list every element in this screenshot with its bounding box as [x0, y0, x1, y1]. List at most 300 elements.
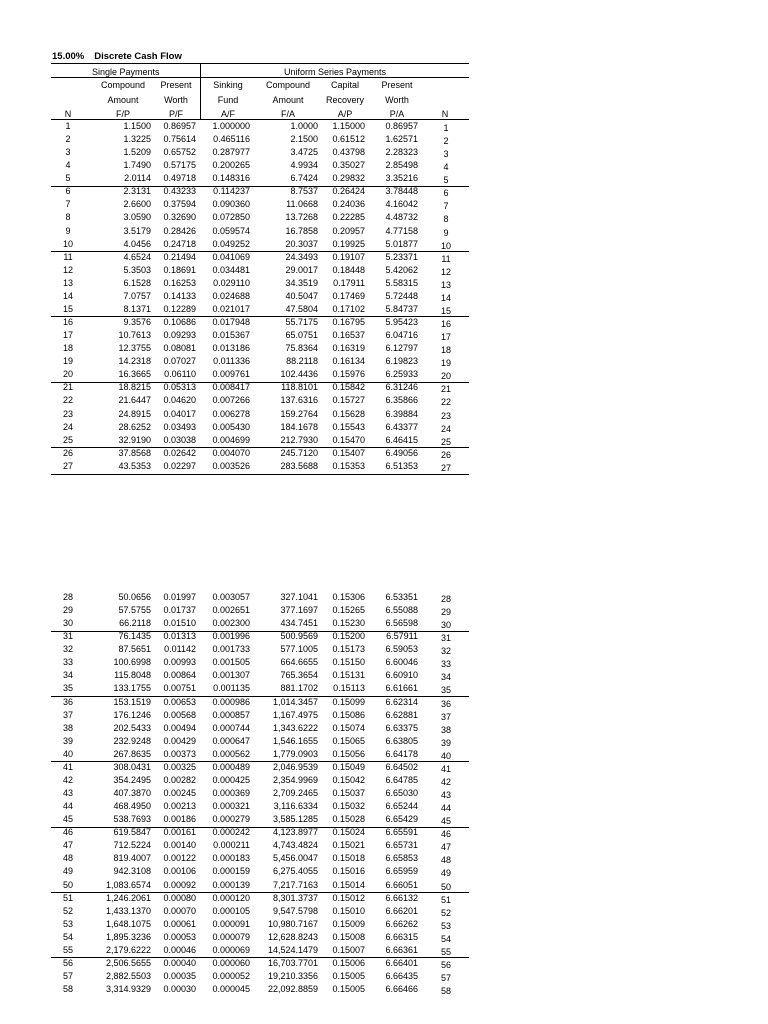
- cell-p-a: 3.35216: [385, 173, 418, 184]
- cell-a-p: 0.15230: [332, 618, 365, 629]
- table-row: [0, 670, 768, 683]
- cell-a-f: 0.114237: [213, 186, 250, 197]
- table-row: [0, 657, 768, 670]
- cell-n-right: 53: [440, 920, 451, 931]
- cell-f-a: 159.2764: [280, 408, 318, 419]
- cell-n: 27: [62, 460, 73, 471]
- cell-f-a: 47.5804: [285, 303, 318, 314]
- cell-p-a: 6.55088: [385, 605, 418, 616]
- cell-n-right: 55: [440, 946, 451, 957]
- cell-n: 31: [62, 631, 73, 642]
- table-row: [0, 422, 768, 435]
- cell-a-p: 0.43798: [332, 147, 365, 158]
- cell-p-a: 6.59053: [385, 644, 418, 655]
- cell-f-p: 1.5209: [123, 147, 151, 158]
- cell-n: 36: [62, 696, 73, 707]
- cell-a-p: 0.15113: [333, 683, 365, 694]
- cell-a-f: 0.000321: [212, 801, 250, 812]
- cell-f-a: 4.9934: [290, 160, 318, 171]
- table-row: [0, 644, 768, 657]
- cell-p-a: 5.58315: [385, 277, 418, 288]
- cell-n-right: 7: [443, 201, 449, 212]
- cell-n-right: 39: [440, 737, 451, 748]
- table-row: [0, 356, 768, 369]
- cell-a-p: 0.61512: [332, 134, 365, 145]
- cell-p-f: 0.01142: [164, 644, 196, 655]
- cell-f-p: 2,882.5503: [105, 971, 151, 982]
- cell-p-f: 0.16253: [163, 277, 196, 288]
- header-present-2: Present: [381, 80, 413, 90]
- cell-p-a: 6.19823: [385, 356, 418, 367]
- cell-f-a: 4,743.4824: [272, 840, 318, 851]
- cell-n-right: 5: [443, 175, 449, 186]
- cell-f-a: 500.9569: [280, 631, 318, 642]
- table-row: [0, 265, 768, 278]
- cell-a-p: 0.19107: [332, 251, 365, 262]
- cell-f-p: 407.3870: [113, 788, 151, 799]
- table-row: [0, 435, 768, 448]
- cell-n-right: 48: [440, 855, 451, 866]
- cell-p-f: 0.00046: [163, 944, 196, 955]
- cell-p-f: 0.65752: [163, 147, 196, 158]
- cell-a-p: 0.15407: [332, 447, 365, 458]
- cell-a-p: 0.15010: [332, 905, 365, 916]
- table-row: [0, 932, 768, 945]
- cell-f-a: 137.6316: [280, 395, 318, 406]
- cell-a-f: 0.000489: [212, 761, 250, 772]
- cell-f-p: 76.1435: [118, 631, 151, 642]
- cell-f-p: 115.8048: [114, 670, 151, 681]
- table-row: [0, 395, 768, 408]
- cell-n-right: 36: [440, 698, 451, 709]
- cell-a-f: 0.001996: [212, 631, 250, 642]
- cell-p-f: 0.00864: [163, 670, 196, 681]
- cell-a-p: 0.16537: [332, 330, 365, 341]
- cell-a-f: 0.017948: [212, 317, 250, 328]
- cell-n-right: 56: [440, 959, 451, 970]
- cell-f-p: 1.3225: [123, 134, 151, 145]
- header-pa: P/A: [389, 109, 405, 119]
- cell-a-p: 0.15018: [332, 853, 365, 864]
- table-row: [0, 121, 768, 134]
- cell-n-right: 25: [440, 436, 451, 447]
- cell-a-f: 0.004699: [212, 434, 250, 445]
- cell-a-p: 0.15065: [332, 735, 365, 746]
- cell-p-f: 0.00213: [163, 801, 196, 812]
- cell-p-f: 0.00122: [163, 853, 196, 864]
- table-row: [0, 723, 768, 736]
- cell-f-a: 2,354.9969: [272, 774, 318, 785]
- cell-n-right: 33: [440, 659, 451, 670]
- cell-n-right: 2: [443, 136, 449, 147]
- cell-f-p: 24.8915: [118, 408, 151, 419]
- cell-n: 34: [62, 670, 73, 681]
- cell-p-f: 0.00080: [163, 892, 196, 903]
- cell-f-p: 50.0656: [118, 592, 151, 602]
- table-row: [0, 605, 768, 618]
- header-fa: F/A: [280, 109, 295, 119]
- cell-n-right: 44: [440, 803, 451, 814]
- table-row: [0, 226, 768, 239]
- header-pf: P/F: [168, 109, 183, 119]
- cell-p-f: 0.00653: [163, 696, 196, 707]
- cell-p-f: 0.57175: [163, 160, 196, 171]
- cell-f-p: 468.4950: [113, 801, 151, 812]
- header-ap: A/P: [337, 109, 353, 119]
- cell-n: 54: [62, 931, 73, 942]
- cell-a-f: 0.000079: [212, 931, 250, 942]
- cell-p-a: 4.77158: [385, 225, 418, 236]
- cell-p-a: 6.62881: [385, 709, 418, 720]
- cell-p-f: 0.12289: [163, 303, 196, 314]
- cell-f-a: 434.7451: [280, 618, 318, 629]
- cell-p-a: 6.65731: [385, 840, 418, 851]
- cell-p-a: 6.66051: [385, 879, 418, 890]
- table-row: [0, 278, 768, 291]
- cell-a-p: 0.15353: [332, 460, 365, 471]
- cell-n: 37: [62, 709, 73, 720]
- cell-p-a: 6.43377: [385, 421, 418, 432]
- cell-f-p: 538.7693: [113, 814, 151, 825]
- cell-n: 29: [62, 605, 73, 616]
- cell-n: 51: [62, 892, 73, 903]
- cell-p-a: 6.66466: [385, 984, 418, 995]
- cell-a-p: 0.16134: [332, 356, 365, 367]
- cell-f-a: 6,275.4055: [272, 866, 318, 877]
- cell-a-p: 0.15200: [332, 631, 365, 642]
- cell-n: 45: [62, 814, 73, 825]
- cell-f-a: 10,980.7167: [267, 918, 318, 929]
- cell-p-a: 1.62571: [385, 134, 418, 145]
- cell-a-p: 0.15007: [332, 944, 365, 955]
- cell-p-a: 6.66361: [385, 944, 418, 955]
- table-row: [0, 801, 768, 814]
- cell-p-a: 6.57911: [386, 631, 418, 642]
- table-row: [0, 919, 768, 932]
- cell-a-p: 0.15016: [332, 866, 365, 877]
- cell-p-a: 6.49056: [385, 447, 418, 458]
- cell-a-p: 0.15056: [332, 748, 365, 759]
- cell-a-p: 0.15012: [332, 892, 365, 903]
- cell-n-right: 12: [440, 266, 451, 277]
- cell-p-f: 0.00494: [163, 722, 196, 733]
- cell-f-p: 1,083.6574: [105, 879, 151, 890]
- cell-p-f: 0.00245: [163, 788, 196, 799]
- table-row: [0, 710, 768, 723]
- cell-f-p: 8.1371: [123, 303, 151, 314]
- cell-f-a: 20.3037: [285, 238, 318, 249]
- cell-f-p: 12.3755: [118, 343, 151, 354]
- cell-a-p: 0.15628: [332, 408, 365, 419]
- cell-f-p: 2.6600: [123, 199, 151, 210]
- cell-a-f: 0.059574: [212, 225, 250, 236]
- cell-p-f: 0.07027: [163, 356, 196, 367]
- cell-n: 39: [62, 735, 73, 746]
- cell-n: 24: [62, 421, 73, 432]
- table-row: [0, 382, 768, 395]
- group-separator: [51, 474, 469, 475]
- cell-n-right: 58: [440, 986, 451, 997]
- cell-f-a: 8.7537: [290, 186, 318, 197]
- cell-p-f: 0.04620: [163, 395, 196, 406]
- cell-p-a: 6.65030: [385, 788, 418, 799]
- cell-a-p: 0.15306: [332, 592, 365, 602]
- cell-p-a: 6.60046: [385, 657, 418, 668]
- cell-f-a: 14,524.1479: [267, 944, 318, 955]
- cell-n-right: 37: [440, 711, 451, 722]
- cell-n-right: 13: [440, 279, 451, 290]
- cell-f-a: 245.7120: [280, 447, 318, 458]
- cell-n-right: 18: [440, 345, 451, 356]
- cell-n-right: 4: [443, 162, 449, 173]
- cell-a-p: 0.15014: [332, 879, 365, 890]
- cell-p-f: 0.06110: [164, 369, 196, 380]
- cell-a-p: 0.24036: [332, 199, 365, 210]
- cell-n: 33: [62, 657, 73, 668]
- cell-p-f: 0.49718: [163, 173, 196, 184]
- cell-p-a: 6.51353: [385, 460, 418, 471]
- cell-f-p: 9.3576: [123, 317, 151, 328]
- cell-n: 3: [65, 147, 71, 158]
- cell-f-p: 133.1755: [113, 683, 151, 694]
- table-row: [0, 736, 768, 749]
- cell-p-a: 5.23371: [385, 251, 418, 262]
- header-af: A/F: [220, 109, 235, 119]
- cell-f-p: 308.0431: [113, 761, 151, 772]
- cell-a-p: 0.15006: [332, 957, 365, 968]
- cell-n-right: 3: [443, 149, 449, 160]
- cell-f-a: 24.3493: [285, 251, 318, 262]
- cell-a-p: 0.15009: [332, 918, 365, 929]
- cell-f-a: 16.7858: [285, 225, 318, 236]
- cell-p-f: 0.00325: [163, 761, 196, 772]
- cell-a-p: 0.16795: [332, 317, 365, 328]
- cell-a-f: 0.009761: [212, 369, 250, 380]
- cell-n: 41: [62, 761, 73, 772]
- cell-n-right: 21: [440, 384, 451, 395]
- cell-a-f: 0.000069: [212, 944, 250, 955]
- cell-f-a: 16,703.7701: [267, 957, 318, 968]
- cell-a-p: 0.15173: [332, 644, 365, 655]
- header-amount: Amount: [107, 95, 139, 105]
- cell-f-a: 283.5688: [280, 460, 318, 471]
- cell-a-p: 0.15024: [332, 827, 365, 838]
- cell-a-p: 0.15976: [332, 369, 365, 380]
- cell-f-a: 7,217.7163: [272, 879, 318, 890]
- header-capital: Capital: [330, 80, 359, 90]
- cell-f-a: 8,301.3737: [272, 892, 318, 903]
- cell-a-f: 0.072850: [212, 212, 250, 223]
- cell-n: 46: [62, 827, 73, 838]
- cell-a-p: 0.15032: [332, 801, 365, 812]
- header-n-right: N: [441, 109, 449, 119]
- cell-n: 1: [65, 121, 71, 131]
- cell-f-a: 12,628.8243: [267, 931, 318, 942]
- cell-p-a: 6.66262: [385, 918, 418, 929]
- header-fp: F/P: [115, 109, 130, 119]
- cell-n-right: 20: [440, 371, 451, 382]
- cell-p-f: 0.02642: [163, 447, 196, 458]
- cell-p-a: 6.25933: [385, 369, 418, 380]
- cell-n: 49: [62, 866, 73, 877]
- group-rule: [51, 77, 469, 78]
- cell-p-f: 0.02297: [163, 460, 196, 471]
- cell-f-a: 34.3519: [285, 277, 318, 288]
- cell-f-p: 819.4007: [113, 853, 151, 864]
- cell-p-f: 0.24718: [163, 238, 196, 249]
- cell-a-f: 0.001505: [212, 657, 250, 668]
- cell-p-f: 0.00751: [163, 683, 196, 694]
- cell-f-p: 57.5755: [118, 605, 151, 616]
- cell-p-a: 5.84737: [385, 303, 418, 314]
- cell-f-a: 881.1702: [280, 683, 318, 694]
- cell-a-p: 0.15727: [332, 395, 365, 406]
- cell-f-a: 377.1697: [280, 605, 318, 616]
- cell-p-f: 0.04017: [163, 408, 196, 419]
- cell-f-a: 13.7268: [285, 212, 318, 223]
- cell-a-f: 0.003057: [212, 592, 250, 602]
- cell-a-p: 0.18448: [332, 264, 365, 275]
- cell-p-a: 5.42062: [385, 264, 418, 275]
- table-row: [0, 199, 768, 212]
- cell-f-a: 1.0000: [290, 121, 318, 131]
- cell-a-p: 0.17911: [333, 277, 365, 288]
- cell-p-f: 0.00070: [163, 905, 196, 916]
- cell-p-f: 0.14133: [163, 290, 196, 301]
- cell-n-right: 57: [440, 973, 451, 984]
- cell-f-a: 6.7424: [290, 173, 318, 184]
- cell-f-p: 4.0456: [123, 238, 151, 249]
- cell-p-f: 0.00282: [163, 774, 196, 785]
- table-row: [0, 212, 768, 225]
- cell-n-right: 23: [440, 410, 451, 421]
- cell-f-p: 267.8635: [113, 748, 151, 759]
- cell-p-f: 0.00035: [163, 971, 196, 982]
- cell-f-a: 3,585.1285: [272, 814, 318, 825]
- cell-p-a: 6.12797: [385, 343, 418, 354]
- cell-n-right: 31: [440, 633, 451, 644]
- cell-n-right: 24: [440, 423, 451, 434]
- cell-n-right: 9: [443, 227, 449, 238]
- cell-a-f: 0.000744: [212, 722, 250, 733]
- cell-f-a: 184.1678: [280, 421, 318, 432]
- top-rule: [51, 63, 469, 64]
- cell-a-f: 0.034481: [212, 264, 250, 275]
- cell-a-p: 0.20957: [332, 225, 365, 236]
- cell-a-f: 0.011336: [213, 356, 250, 367]
- cell-n-right: 22: [440, 397, 451, 408]
- cell-f-a: 212.7930: [280, 434, 318, 445]
- cell-a-f: 0.008417: [212, 382, 250, 393]
- cell-n: 52: [62, 905, 73, 916]
- group-single-payments: Single Payments: [92, 67, 160, 77]
- cell-n: 11: [63, 251, 73, 262]
- cell-p-a: 6.65244: [385, 801, 418, 812]
- cell-n-right: 6: [443, 188, 449, 199]
- header-n-left: N: [64, 109, 72, 119]
- cell-f-a: 118.8101: [281, 382, 318, 393]
- table-row: [0, 893, 768, 906]
- cell-p-f: 0.00373: [163, 748, 196, 759]
- cell-f-a: 1,014.3457: [272, 696, 318, 707]
- cell-a-f: 0.000060: [212, 957, 250, 968]
- cell-f-p: 87.5651: [118, 644, 151, 655]
- cell-p-a: 6.56598: [385, 618, 418, 629]
- cell-a-p: 0.15037: [332, 788, 365, 799]
- cell-f-a: 22,092.8859: [267, 984, 318, 995]
- cell-n: 48: [62, 853, 73, 864]
- cell-a-p: 0.15028: [332, 814, 365, 825]
- cell-f-p: 10.7613: [118, 330, 151, 341]
- cell-n: 17: [62, 330, 73, 341]
- cell-a-p: 0.15099: [332, 696, 365, 707]
- cell-f-p: 6.1528: [123, 277, 151, 288]
- cell-f-a: 3.4725: [290, 147, 318, 158]
- cell-n-right: 43: [440, 790, 451, 801]
- table-row: [0, 984, 768, 997]
- cell-n: 42: [62, 774, 73, 785]
- cell-a-f: 0.001307: [212, 670, 250, 681]
- cell-a-f: 0.148316: [212, 173, 250, 184]
- cell-f-p: 2,506.5655: [105, 957, 151, 968]
- cell-f-p: 37.8568: [118, 447, 151, 458]
- table-row: [0, 448, 768, 461]
- header-bottom-rule: [51, 119, 469, 120]
- cell-n: 30: [62, 618, 73, 629]
- cell-p-a: 6.04716: [385, 330, 418, 341]
- cell-n: 32: [62, 644, 73, 655]
- table-row: [0, 775, 768, 788]
- cell-a-f: 0.000986: [212, 696, 250, 707]
- cell-n-right: 54: [440, 933, 451, 944]
- cell-a-f: 0.041069: [212, 251, 250, 262]
- table-row: [0, 697, 768, 710]
- cell-n: 20: [62, 369, 73, 380]
- cell-n: 25: [62, 434, 73, 445]
- cell-a-f: 0.000857: [212, 709, 250, 720]
- cell-n-right: 19: [440, 358, 451, 369]
- cell-p-a: 6.46415: [385, 434, 418, 445]
- cell-p-f: 0.00040: [163, 957, 196, 968]
- cell-p-f: 0.01997: [163, 592, 196, 602]
- table-title: Discrete Cash Flow: [94, 51, 182, 62]
- cell-f-a: 577.1005: [280, 644, 318, 655]
- cell-f-p: 1,433.1370: [105, 905, 151, 916]
- cell-p-f: 0.43233: [163, 186, 196, 197]
- cell-f-p: 3,314.9329: [105, 984, 151, 995]
- cell-a-p: 0.15049: [332, 761, 365, 772]
- cell-n: 12: [62, 264, 73, 275]
- cell-f-p: 153.1519: [113, 696, 151, 707]
- cell-n-right: 47: [440, 842, 451, 853]
- cell-n-right: 32: [440, 646, 451, 657]
- cell-p-a: 5.01877: [385, 238, 418, 249]
- cell-f-a: 765.3654: [280, 670, 318, 681]
- cell-n: 44: [62, 801, 73, 812]
- header-recovery: Recovery: [325, 95, 364, 105]
- header-amount-2: Amount: [272, 95, 304, 105]
- cell-n: 8: [65, 212, 71, 223]
- cell-a-p: 0.15042: [332, 774, 365, 785]
- cell-p-a: 6.64785: [385, 774, 418, 785]
- cell-a-p: 0.29832: [332, 173, 365, 184]
- cell-a-p: 0.15008: [332, 931, 365, 942]
- cell-a-f: 0.000159: [212, 866, 250, 877]
- cell-n: 53: [62, 918, 73, 929]
- cell-p-f: 0.10686: [163, 317, 196, 328]
- cell-n: 13: [62, 277, 73, 288]
- table-row: [0, 827, 768, 840]
